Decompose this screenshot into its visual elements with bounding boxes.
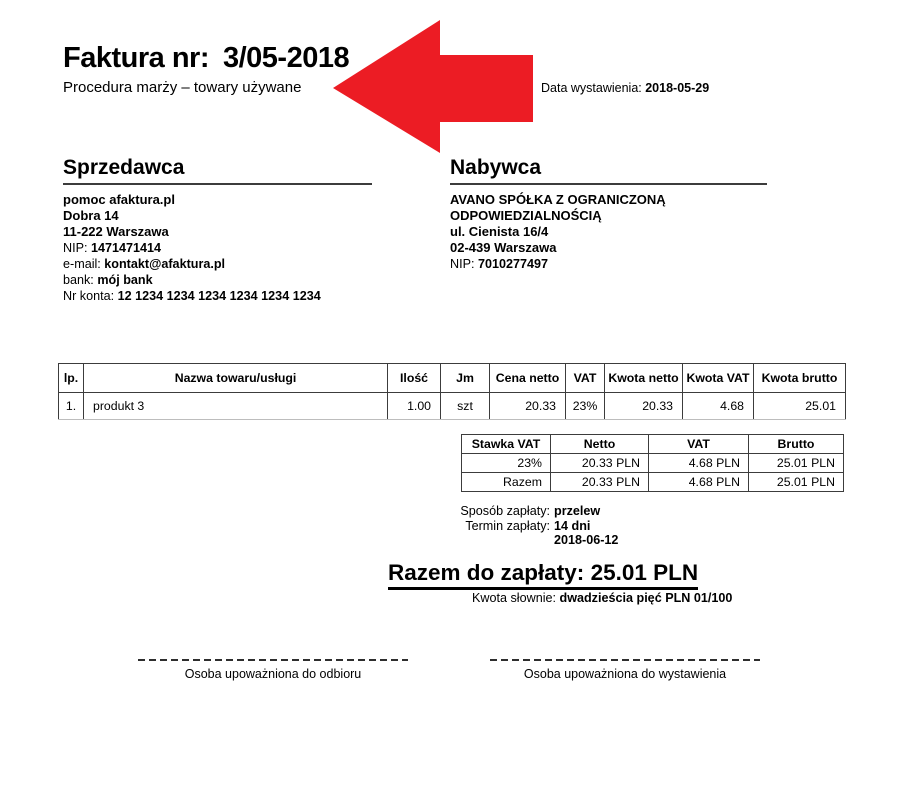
seller-street: Dobra 14 [63,208,119,223]
seller-account [63,288,372,304]
signature-label-receiver: Osoba upoważniona do odbioru [184,667,362,681]
grand-total-label: Razem do zapłaty: [388,560,585,585]
payment-method-value: przelew [554,504,601,518]
item-net-price: 20.33 [490,393,566,420]
table-row [59,393,846,420]
seller-nip [63,240,372,256]
col-header-qty: Ilość [388,364,441,393]
vat-summary-header-row [462,435,844,454]
amount-in-words-value: dwadzieścia pięć PLN 01/100 [559,591,733,605]
vat-net: 20.33 PLN [551,454,649,473]
seller-city: 11-222 Warszawa [63,224,169,239]
red-arrow-left-shape [333,20,533,153]
col-header-vat-amount: Kwota VAT [683,364,754,393]
grand-total-amount: 25.01 PLN [590,560,699,585]
seller-section [63,156,372,304]
grand-total [388,560,698,590]
vat-gross: 25.01 PLN [749,454,844,473]
col-header-net-price: Cena netto [490,364,566,393]
invoice-subtitle: Procedura marży – towary używane [63,79,302,96]
buyer-section [450,156,767,272]
issue-date [541,81,709,95]
buyer-city: 02-439 Warszawa [450,240,557,255]
item-net-amount: 20.33 [605,393,683,420]
item-lp: 1. [59,393,84,420]
vat-summary-total-row [462,473,844,492]
buyer-name-line2: ODPOWIEDZIALNOŚCIĄ [450,208,602,223]
seller-bank-label: bank: [63,273,94,287]
items-header-row [59,364,846,393]
issue-date-label: Data wystawienia: [541,81,642,95]
seller-bank [63,272,372,288]
seller-email-value: kontakt@afaktura.pl [104,257,226,271]
vat-rate: 23% [462,454,551,473]
item-unit: szt [441,393,490,420]
seller-heading: Sprzedawca [63,156,372,185]
vat-summary-row [462,454,844,473]
col-header-unit: Jm [441,364,490,393]
item-vat-rate: 23% [566,393,605,420]
vat-total-vat: 4.68 PLN [649,473,749,492]
vat-vat: 4.68 PLN [649,454,749,473]
signature-label-issuer: Osoba upoważniona do wystawienia [523,667,727,681]
col-header-vat: VAT [566,364,605,393]
signature-block-receiver [138,659,408,681]
seller-account-value: 12 1234 1234 1234 1234 1234 1234 [117,289,321,303]
signature-block-issuer [490,659,760,681]
seller-nip-value: 1471471414 [91,241,162,255]
seller-account-label: Nr konta: [63,289,115,303]
seller-bank-value: mój bank [97,273,153,287]
payment-method [437,504,618,519]
vat-total-label: Razem [462,473,551,492]
payment-details [437,504,618,548]
amount-in-words [472,591,732,605]
vat-col-gross: Brutto [749,435,844,454]
buyer-nip [450,256,767,272]
vat-total-gross: 25.01 PLN [749,473,844,492]
signature-line [490,659,760,661]
items-table [58,363,846,420]
buyer-heading: Nabywca [450,156,767,185]
seller-email [63,256,372,272]
payment-term-value: 14 dni [554,518,591,533]
amount-in-words-label: Kwota słownie: [472,591,556,605]
seller-email-label: e-mail: [63,257,101,271]
col-header-name: Nazwa towaru/usługi [84,364,388,393]
col-header-lp: lp. [59,364,84,393]
invoice-title-label: Faktura nr: [63,42,209,74]
item-gross-amount: 25.01 [754,393,846,420]
seller-name: pomoc afaktura.pl [63,192,175,207]
col-header-net-amount: Kwota netto [605,364,683,393]
red-arrow-left-icon [333,20,533,153]
vat-col-rate: Stawka VAT [462,435,551,454]
buyer-nip-value: 7010277497 [478,257,549,271]
payment-due-date-value: 2018-06-12 [554,533,619,548]
seller-nip-label: NIP: [63,241,88,255]
item-vat-amount: 4.68 [683,393,754,420]
payment-term [437,519,618,534]
buyer-nip-label: NIP: [450,257,475,271]
buyer-name-line1: AVANO SPÓŁKA Z OGRANICZONĄ [450,192,666,207]
vat-summary-table [461,434,844,492]
issue-date-value: 2018-05-29 [645,81,710,95]
buyer-street: ul. Cienista 16/4 [450,224,549,239]
payment-method-label: Sposób zapłaty: [460,504,550,518]
vat-col-net: Netto [551,435,649,454]
item-qty: 1.00 [388,393,441,420]
page-title [63,42,349,75]
col-header-gross-amount: Kwota brutto [754,364,846,393]
signature-line [138,659,408,661]
item-name: produkt 3 [84,393,388,420]
invoice-number: 3/05-2018 [222,42,350,74]
vat-col-vat: VAT [649,435,749,454]
vat-total-net: 20.33 PLN [551,473,649,492]
payment-term-label: Termin zapłaty: [465,518,550,533]
payment-due-date [437,533,618,548]
